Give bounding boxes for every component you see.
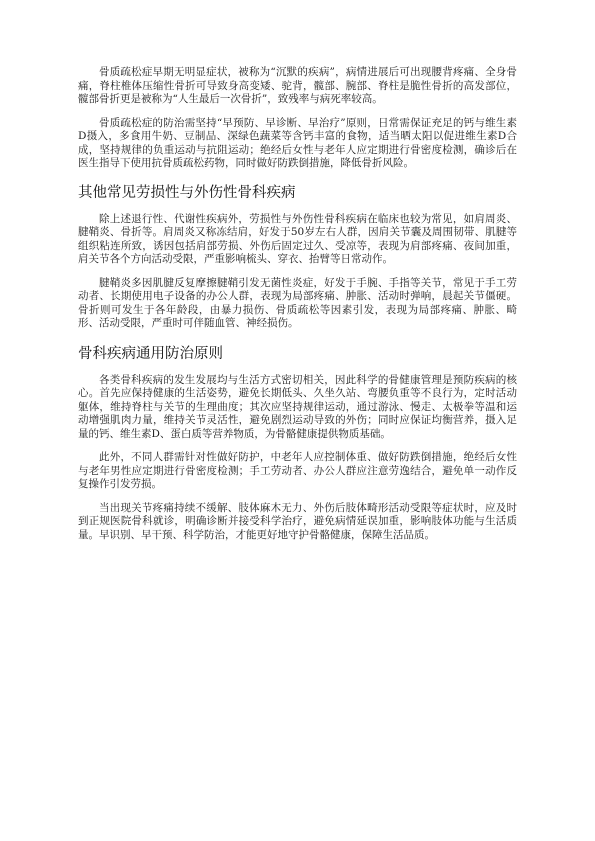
- section-heading-strain-injury: 其他常见劳损性与外伤性骨科疾病: [78, 184, 296, 201]
- paragraph-osteoporosis-prevention: 骨质疏松症的防治需坚持“早预防、早诊断、早治疗”原则，日常需保证充足的钙与维生素D摄入，多食用牛奶、豆制品、深绿色蔬菜等含钙丰富的食物，适当晒太阳以促进维生素D合成，坚持规律的负重运动与抗阻运动；绝经后女性与老年人应定期进行骨密度检测，确诊后在医生指导下使用抗骨质疏松药物，同时做好防跌倒措施，降低骨折风险。: [78, 116, 517, 169]
- paragraph-frozen-shoulder: 除上述退行性、代谢性疾病外，劳损性与外伤性骨科疾病在临床也较为常见，如肩周炎、腱鞘炎、骨折等。肩周炎又称冻结肩，好发于50岁左右人群，因肩关节囊及周围韧带、肌腱等组织粘连所致，诱因包括肩部劳损、外伤后固定过久、受凉等，表现为肩部疼痛、夜间加重，肩关节各个方向活动受限，严重影响梳头、穿衣、抬臂等日常动作。: [78, 212, 517, 265]
- section-heading-general-principles: 骨科疾病通用防治原则: [78, 345, 223, 362]
- paragraph-targeted-protection: 此外，不同人群需针对性做好防护，中老年人应控制体重、做好防跌倒措施，绝经后女性与老年男性应定期进行骨密度检测；手工劳动者、办公人群应注意劳逸结合，避免单一动作反复操作引发劳损。: [78, 451, 517, 490]
- paragraph-tenosynovitis-fracture: 腱鞘炎多因肌腱反复摩擦腱鞘引发无菌性炎症，好发于手腕、手指等关节，常见于手工劳动者、长期使用电子设备的办公人群，表现为局部疼痛、肿胀、活动时弹响，晨起关节僵硬。骨折则可发生于各年龄段，由暴力损伤、骨质疏松等因素引发，表现为局部疼痛、肿胀、畸形、活动受限，严重时可伴随血管、神经损伤。: [78, 276, 517, 329]
- document-page: [78, 66, 517, 542]
- paragraph-seek-treatment: 当出现关节疼痛持续不缓解、肢体麻木无力、外伤后肢体畸形活动受限等症状时，应及时到正规医院骨科就诊，明确诊断并接受科学治疗，避免病情延误加重，影响肢体功能与生活质量。早识别、早干预、科学防治，才能更好地守护骨骼健康，保障生活品质。: [78, 501, 517, 541]
- paragraph-lifestyle-management: 各类骨科疾病的发生发展均与生活方式密切相关，因此科学的骨健康管理是预防疾病的核心。首先应保持健康的生活姿势，避免长期低头、久坐久站、弯腰负重等不良行为，定时活动躯体，维持脊柱与关节的生理曲度；其次应坚持规律运动，通过游泳、慢走、太极拳等温和运动增强肌肉力量，维持关节灵活性，避免剧烈运动导致的外伤；同时应保证均衡营养，摄入足量的钙、维生素D、蛋白质等营养物质，为骨骼健康提供物质基础。: [78, 373, 517, 440]
- paragraph-osteoporosis-symptoms: 骨质疏松症早期无明显症状，被称为“沉默的疾病”，病情进展后可出现腰背疼痛、全身骨痛，脊柱椎体压缩性骨折可导致身高变矮、驼背，髋部、腕部、脊柱是脆性骨折的高发部位，髋部骨折更是被称为“人生最后一次骨折”，致残率与病死率较高。: [78, 66, 517, 105]
